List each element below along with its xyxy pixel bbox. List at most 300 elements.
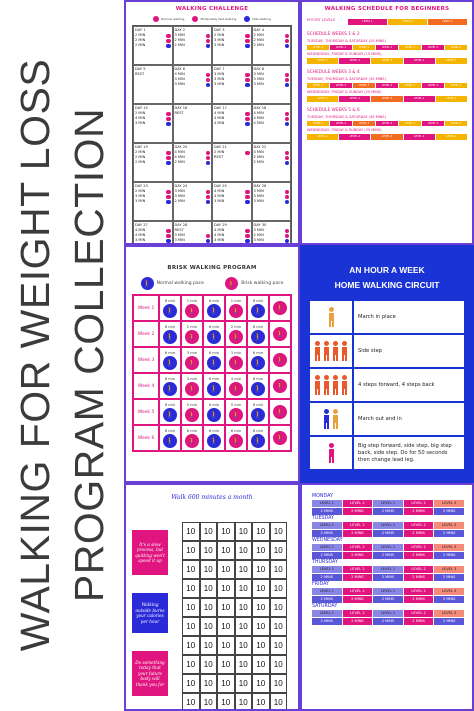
schedule-days: TUESDAY, THURSDAY & SATURDAY (40 MINS) [307, 114, 386, 119]
brisk-cell [159, 347, 181, 373]
brisk-time: 6 min [252, 402, 264, 407]
minutes-cell: 2 MINS [343, 508, 373, 515]
walker-icon [163, 382, 177, 396]
calendar-day [173, 65, 213, 104]
minutes-cell: 2 MINS [373, 530, 403, 537]
walker-icon [285, 151, 289, 155]
circuit-title-line-1: AN HOUR A WEEK [349, 265, 425, 275]
minutes-label: 3 MIN [253, 238, 264, 243]
effort-levels: EFFORT LEVELS LEVEL 1 LEVEL 2 LEVEL 3 [307, 18, 467, 26]
brisk-cell [225, 347, 247, 373]
minutes-cell: 2 MINS [373, 596, 403, 603]
brisk-cell [159, 425, 181, 451]
walker-icon [245, 190, 249, 194]
minutes-cell: 10 [182, 636, 200, 655]
week-label: Week 4 [133, 373, 159, 399]
walker-icon [163, 304, 177, 318]
day-label: DAY 23 [135, 184, 148, 188]
level-cell: LEVEL 1 [399, 83, 421, 89]
minutes-label: 2 MIN [135, 43, 146, 48]
level-cell: LEVEL 2 [404, 566, 434, 573]
minutes-cell: 10 [200, 674, 218, 693]
walker-icon [285, 234, 289, 238]
schedule-title: WALKING SCHEDULE FOR BEGINNERS [324, 6, 450, 12]
day-label: DAY 5 [135, 67, 146, 71]
walker-icon [251, 434, 265, 448]
minutes-label: 4 MIN [135, 228, 146, 233]
level-cell: LEVEL 2 [343, 544, 373, 551]
brisk-cell [269, 295, 291, 321]
level-row [312, 566, 464, 573]
walker-icon [285, 229, 289, 233]
minutes-label: 2 MIN [135, 111, 146, 116]
walker-icon [206, 78, 210, 82]
minutes-label: 2 MIN [253, 38, 264, 43]
minutes-cell: 10 [235, 636, 253, 655]
calendar-day [212, 143, 252, 182]
level-cell: LEVEL 2 [339, 96, 370, 102]
calendar-day [133, 26, 173, 65]
minutes-label: 3 MIN [174, 194, 185, 199]
circuit-step [310, 437, 464, 469]
week-label: Week 2 [133, 321, 159, 347]
brisk-cell [247, 425, 269, 451]
minutes-cell: 2 MINS [312, 552, 342, 559]
level-cell: LEVEL 1 [353, 45, 375, 51]
level-cell: LEVEL 3 [434, 500, 464, 507]
calendar-day [133, 182, 173, 221]
circuit-step-text: 4 steps forward, 4 steps back [358, 381, 435, 388]
day-label: DAY 15 [135, 106, 148, 110]
walker-icon [163, 356, 177, 370]
walker-icon [192, 16, 198, 22]
minutes-cell: 10 [217, 522, 235, 541]
brisk-cell [247, 373, 269, 399]
minutes-cell: 10 [252, 655, 270, 674]
walker-icon [245, 229, 249, 233]
schedule-body [302, 12, 472, 145]
calendar-day [173, 104, 213, 143]
minutes-label: 2 MIN [253, 33, 264, 38]
circuit-step [310, 403, 464, 435]
day-label: DAY 17 [214, 106, 227, 110]
minutes-label: 4 MIN [135, 233, 146, 238]
minutes-cell: 10 [217, 693, 235, 711]
minutes-cell: 10 [200, 560, 218, 579]
level-cell: LEVEL 1 [307, 96, 338, 102]
minutes-label: 3 MIN [135, 199, 146, 204]
calendar-day [173, 221, 213, 245]
minutes-cell: 10 [200, 598, 218, 617]
walker-icon [206, 161, 210, 165]
brisk-cell [181, 295, 203, 321]
level-cell: LEVEL 1 [373, 588, 403, 595]
brisk-time: 4 min [230, 376, 242, 381]
minutes-label: 3 MIN [253, 77, 264, 82]
calendar-day [252, 65, 292, 104]
circuit-step [310, 335, 464, 367]
minutes-label: 2 MIN [214, 150, 225, 155]
minutes-label: REST [214, 155, 224, 160]
minutes-label: 4 MIN [214, 116, 225, 121]
day-label: DAY 26 [253, 184, 267, 188]
calendar-day [173, 182, 213, 221]
brisk-cell [203, 347, 225, 373]
day-label: DAY 24 [174, 184, 188, 188]
minutes-label: REST [174, 228, 184, 233]
minutes-label: 2 MIN [174, 38, 185, 43]
minutes-cell: 2 MINS [434, 596, 464, 603]
minutes-label: 3 MIN [253, 228, 264, 233]
minutes-cell: 10 [217, 655, 235, 674]
minutes-label: 4 MIN [214, 233, 225, 238]
brisk-time: 6 min [208, 298, 220, 303]
minutes-cell: 10 [270, 541, 288, 560]
minutes-cell: 2 MINS [434, 552, 464, 559]
minutes-label: 4 MIN [174, 72, 185, 77]
brisk-title: BRISK WALKING PROGRAM [167, 265, 257, 271]
day-label: DAY 19 [135, 145, 148, 149]
level-cell: LEVEL 2 [422, 45, 444, 51]
level-cell: LEVEL 3 [371, 96, 402, 102]
minutes-row [312, 552, 464, 559]
minutes-label: 3 MIN [214, 38, 225, 43]
circuit-step-text: Side step [358, 347, 383, 354]
minutes-label: 2 MIN [174, 199, 185, 204]
walker-icon [206, 234, 210, 238]
walker-icon [225, 277, 238, 290]
minutes-cell: 10 [217, 541, 235, 560]
walker-icon [245, 73, 249, 77]
brisk-time: 6 min [252, 376, 264, 381]
walker-icon [206, 73, 210, 77]
weekday-label: FRIDAY [312, 582, 329, 587]
brisk-time: 6 min [208, 428, 220, 433]
walker-icon [206, 151, 210, 155]
day-label: DAY 20 [174, 145, 188, 149]
walker-icon [245, 34, 249, 38]
walker-icon [207, 330, 221, 344]
walker-icon [245, 112, 249, 116]
brisk-time: 6 min [252, 324, 264, 329]
brisk-cell [181, 425, 203, 451]
minutes-label: 3 MIN [135, 121, 146, 126]
walker-icon [166, 229, 170, 233]
walker-icon [245, 195, 249, 199]
walker-icon [245, 122, 249, 126]
level-cell: LEVEL 1 [307, 83, 329, 89]
level-cell: LEVEL 2 [330, 121, 352, 127]
minutes-label: 3 MIN [214, 82, 225, 87]
level-cell: LEVEL 2 [376, 121, 398, 127]
minutes-cell: 10 [270, 522, 288, 541]
minutes-label: 3 MIN [174, 238, 185, 243]
exercise-figure-icon [310, 335, 354, 367]
minutes-label: 4 MIN [214, 228, 225, 233]
walker-icon [285, 117, 289, 121]
walker-icon [206, 44, 210, 48]
schedule-days: TUESDAY, THURSDAY & SATURDAY (30 MINS) [307, 76, 386, 81]
walker-icon [207, 304, 221, 318]
walker-icon [163, 330, 177, 344]
brisk-legend: 🚶 Normal walking pace 🚶 Brisk walking pace [130, 277, 294, 290]
calendar-day [133, 221, 173, 245]
minutes-cell: 2 MINS [312, 596, 342, 603]
schedule-heading: SCHEDULE WEEKS 3 & 4 [307, 69, 360, 75]
brisk-time: 2 min [230, 324, 242, 329]
brisk-cell [247, 321, 269, 347]
walker-icon [251, 382, 265, 396]
brisk-time: 6 min [208, 376, 220, 381]
walker-icon [206, 39, 210, 43]
walker-icon [273, 301, 287, 315]
brisk-time: 3 min [230, 350, 242, 355]
brisk-cell [225, 425, 247, 451]
minutes-cell: 10 [182, 541, 200, 560]
minutes-cell: 10 [217, 598, 235, 617]
brisk-time: 6 min [164, 402, 176, 407]
walker-icon [166, 44, 170, 48]
brisk-cell [159, 321, 181, 347]
weekly-levels-panel [300, 483, 474, 711]
level-cell: LEVEL 1 [373, 522, 403, 529]
level-cell: LEVEL 2 [339, 58, 370, 64]
calendar-day [212, 182, 252, 221]
minutes-label: 2 MIN [174, 160, 185, 165]
walker-icon [285, 83, 289, 87]
week-label: Week 6 [133, 425, 159, 451]
brisk-time: 2 min [186, 324, 198, 329]
minutes-cell: 10 [217, 674, 235, 693]
exercise-figure-icon [310, 301, 354, 333]
brisk-cell [159, 399, 181, 425]
walker-icon [245, 44, 249, 48]
day-label: DAY 30 [253, 223, 267, 227]
schedule-heading: SCHEDULE WEEKS 1 & 2 [307, 31, 360, 37]
minutes-cell: 2 MINS [434, 618, 464, 625]
level-cell: LEVEL 3 [434, 610, 464, 617]
minutes-label: 2 MIN [253, 43, 264, 48]
minutes-label: 3 MIN [214, 72, 225, 77]
brisk-time: 1 min [230, 298, 242, 303]
minutes-cell: 10 [270, 617, 288, 636]
minutes-cell: 2 MINS [373, 552, 403, 559]
minutes-cell: 10 [235, 617, 253, 636]
walker-icon [229, 382, 243, 396]
walker-icon [245, 78, 249, 82]
calendar-day [133, 104, 173, 143]
level-cell: LEVEL 1 [445, 83, 467, 89]
brisk-time: 6 min [252, 298, 264, 303]
day-label: DAY 8 [253, 67, 265, 71]
minutes-label: 4 MIN [253, 116, 264, 121]
circuit-step-text: Big step forward, side step, big step back, side step. Do for 50 seconds then change lead leg. [358, 442, 452, 463]
brisk-cell [181, 399, 203, 425]
level-cell: LEVEL 2 [343, 566, 373, 573]
day-label: DAY 28 [174, 223, 188, 227]
minutes-label: 4 MIN [253, 150, 264, 155]
minutes-cell: 10 [252, 617, 270, 636]
schedule-row [307, 83, 467, 89]
walker-icon [141, 277, 154, 290]
walker-icon [285, 195, 289, 199]
weekday-label: TUESDAY [312, 516, 334, 521]
minutes-cell: 10 [235, 693, 253, 711]
level-cell: LEVEL 3 [434, 544, 464, 551]
minutes-label: 3 MIN [174, 77, 185, 82]
level-cell: LEVEL 3 [434, 588, 464, 595]
brisk-cell [269, 347, 291, 373]
walker-icon [285, 122, 289, 126]
minutes-cell: 10 [182, 655, 200, 674]
walker-icon [185, 330, 199, 344]
level-row [312, 610, 464, 617]
walker-icon [185, 408, 199, 422]
level-row [312, 522, 464, 529]
minutes-cell: 10 [217, 560, 235, 579]
brisk-time: 6 min [252, 428, 264, 433]
level-cell: LEVEL 2 [343, 522, 373, 529]
brisk-cell [269, 425, 291, 451]
minutes-cell: 2 MINS [404, 596, 434, 603]
minutes-cell: 2 MINS [343, 574, 373, 581]
walker-icon [185, 382, 199, 396]
minutes-row [312, 574, 464, 581]
level-cell: LEVEL 2 [376, 83, 398, 89]
schedule-days: TUESDAY, THURSDAY & SATURDAY (20 MINS) [307, 38, 386, 43]
brisk-cell [225, 321, 247, 347]
walker-icon [285, 161, 289, 165]
minutes-label: 2 MIN [135, 150, 146, 155]
level-cell: LEVEL 1 [399, 45, 421, 51]
minutes-label: 2 MIN [253, 160, 264, 165]
weekday-label: SATURDAY [312, 604, 338, 609]
quote-card: It's a slow process, but quitting won't speed it up [132, 530, 168, 575]
quote-card: Walking outside burns your calories per hour [132, 593, 168, 633]
calendar-day [212, 104, 252, 143]
minutes-label: 4 MIN [174, 155, 185, 160]
brisk-cell [269, 399, 291, 425]
level-cell: LEVEL 3 [434, 566, 464, 573]
day-label: DAY 22 [253, 145, 267, 149]
minutes-label: 3 MIN [174, 189, 185, 194]
level-cell: LEVEL 1 [312, 544, 342, 551]
level-cell: LEVEL 1 [436, 96, 467, 102]
walker-icon [206, 34, 210, 38]
minutes-row [312, 508, 464, 515]
brisk-cell [247, 347, 269, 373]
walker-icon [166, 34, 170, 38]
minutes-cell: 10 [270, 674, 288, 693]
minutes-label: 3 MIN [174, 82, 185, 87]
minutes-cell: 2 MINS [404, 508, 434, 515]
calendar-day [252, 182, 292, 221]
minutes-cell: 10 [270, 598, 288, 617]
quote-stack [132, 530, 172, 711]
brisk-cell [159, 373, 181, 399]
minutes-cell: 2 MINS [404, 530, 434, 537]
walker-icon [245, 83, 249, 87]
minutes-cell: 10 [182, 693, 200, 711]
level-cell: LEVEL 2 [330, 83, 352, 89]
level-cell: LEVEL 1 [312, 500, 342, 507]
level-cell: LEVEL 1 [307, 58, 338, 64]
walker-icon [229, 304, 243, 318]
week-label: Week 5 [133, 399, 159, 425]
walker-icon [206, 83, 210, 87]
walker-icon [245, 234, 249, 238]
level-cell: LEVEL 2 [330, 45, 352, 51]
minutes-cell: 10 [217, 636, 235, 655]
brisk-time: 6 min [208, 324, 220, 329]
level-cell: LEVEL 2 [404, 588, 434, 595]
walker-icon [245, 239, 249, 243]
walker-icon [273, 327, 287, 341]
minutes-label: 3 MIN [174, 33, 185, 38]
walker-icon [163, 434, 177, 448]
walker-icon [251, 304, 265, 318]
level-cell: LEVEL 2 [376, 45, 398, 51]
walker-icon [229, 356, 243, 370]
minutes-label: 3 MIN [253, 72, 264, 77]
minutes-cell: 2 MINS [343, 596, 373, 603]
day-label: DAY 6 [174, 67, 186, 71]
walker-icon [166, 234, 170, 238]
level-cell: LEVEL 1 [312, 566, 342, 573]
minutes-label: 3 MIN [214, 199, 225, 204]
minutes-label: 3 MIN [214, 77, 225, 82]
brisk-time: 3 min [186, 350, 198, 355]
minutes-label: 4 MIN [214, 194, 225, 199]
level-cell: LEVEL 1 [312, 522, 342, 529]
walker-icon [153, 16, 159, 22]
schedule-days: WEDNESDAY, FRIDAY & SUNDAY (10 MINS) [307, 52, 382, 56]
minutes-cell: 10 [217, 579, 235, 598]
level-cell: LEVEL 2 [343, 588, 373, 595]
minutes-cell: 10 [252, 693, 270, 711]
minutes-cell: 2 MINS [312, 618, 342, 625]
minutes-label: 2 MIN [135, 155, 146, 160]
walker-icon [207, 382, 221, 396]
circuit-step-text: March out and in [358, 415, 402, 422]
minutes-label: 4 MIN [174, 150, 185, 155]
minutes-cell: 10 [182, 598, 200, 617]
walker-icon [285, 112, 289, 116]
calendar-day [252, 221, 292, 245]
brisk-walking-panel [124, 245, 300, 483]
minutes-cell: 10 [270, 560, 288, 579]
brisk-time: 6 min [186, 428, 198, 433]
walking-challenge-title: WALKING CHALLENGE [175, 6, 249, 12]
minutes-label: 2 MIN [214, 33, 225, 38]
level-row [312, 500, 464, 507]
challenge-calendar [132, 25, 292, 245]
day-label: DAY 7 [214, 67, 225, 71]
minutes-cell: 10 [182, 522, 200, 541]
minutes-label: 4 MIN [214, 111, 225, 116]
minutes-grid [182, 522, 287, 711]
brisk-time: 5 min [230, 402, 242, 407]
minutes-cell: 10 [252, 560, 270, 579]
minutes-cell: 2 MINS [343, 618, 373, 625]
level-cell: LEVEL 2 [404, 134, 435, 140]
minutes-label: 3 MIN [253, 199, 264, 204]
level-cell: LEVEL 1 [307, 45, 329, 51]
level-row [312, 544, 464, 551]
minutes-label: 4 MIN [214, 189, 225, 194]
minutes-label: 2 MIN [135, 38, 146, 43]
level-cell: LEVEL 2 [422, 121, 444, 127]
